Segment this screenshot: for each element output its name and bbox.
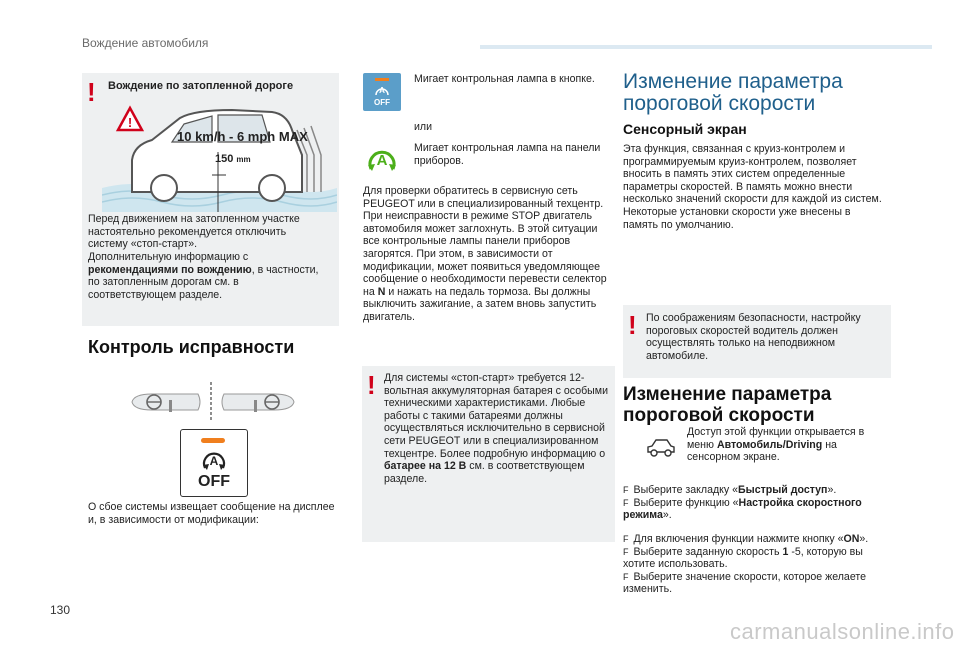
depth-value: 150 (215, 153, 234, 165)
exclamation-icon: ! (367, 370, 376, 400)
flood-box-paragraph-2 (88, 251, 328, 301)
button-off-label: OFF (198, 473, 230, 490)
step-2: F Выберите функцию «Настройка скоростного режима». (623, 496, 862, 522)
middle-p1-post: и нажать на педаль тормоза. Вы должны выключить зажигание, а затем вновь запустить двигатель. (363, 285, 597, 323)
depth-label (215, 153, 251, 165)
start-stop-off-button[interactable] (180, 429, 248, 497)
middle-paragraph (363, 185, 615, 324)
p2-post: , в частности, по затопленным дорогам см. в соответствующем разделе. (88, 263, 319, 301)
watermark: carmanualsonline.info (730, 619, 955, 644)
access-pre: Доступ этой функции открывается в меню (687, 426, 865, 451)
page-number: 130 (50, 603, 71, 617)
car-menu-icon (645, 437, 677, 459)
lamp-2-text: Мигает контрольная лампа на панели приборов. (414, 142, 601, 167)
box-bold: батарее на 12 В (384, 460, 467, 473)
middle-p1-bold: N (377, 285, 386, 298)
steps-group-2 (623, 533, 888, 596)
or-text: или (414, 121, 433, 133)
button-lamp-icon (363, 73, 401, 111)
step-4: F Выберите заданную скорость 1 -5, которую вы хотите использовать. (623, 545, 863, 571)
p2-bold: рекомендациями по вождению (88, 263, 252, 276)
box-pre: Для системы «стоп-старт» требуется 12-вольтная аккумуляторная батарея с особыми техническими характеристиками. Любые работы с такими батареями должны осуществляться исключительно в сервисной сети PEUGEOT или в специализированном техцентре. Более подробную информацию о (384, 372, 608, 460)
p2-pre: Дополнительную информацию с (88, 251, 249, 263)
flood-box-title: Вождение по затопленной дороге (108, 80, 294, 92)
control-caption: О сбое системы извещает сообщение на дисплее и, в зависимости от модификации: (88, 501, 335, 526)
svg-text:A: A (379, 86, 385, 95)
depth-unit: mm (236, 155, 251, 164)
safety-box-text: По соображениям безопасности, настройку пороговых скоростей водитель должен осуществлять только на неподвижном автомобиле. (646, 312, 861, 362)
speed-limit-caption: 10 km/h - 6 mph MAX (177, 129, 308, 144)
lamp-1-text: Мигает контрольная лампа в кнопке. (414, 73, 595, 85)
access-text (687, 426, 887, 464)
step-5: F Выберите значение скорости, которое желаете изменить. (623, 570, 866, 596)
battery-warning-box (362, 366, 615, 542)
flood-warning-box (82, 73, 339, 326)
battery-box-text (384, 372, 608, 485)
touchscreen-subtitle: Сенсорный экран (623, 121, 747, 137)
steps-group-1 (623, 484, 888, 522)
exclamation-icon: ! (628, 310, 637, 340)
access-post: на сенсорном экране. (687, 438, 837, 464)
right-title-1: Изменение параметра пороговой скорости (623, 70, 843, 115)
svg-text:A: A (376, 152, 388, 169)
box-post: см. в соответствующем разделе. (384, 460, 585, 485)
right-title-2: Изменение параметра пороговой скорости (623, 384, 832, 426)
dashboard-warning-lamp-icon (367, 143, 397, 173)
right-paragraph-1: Эта функция, связанная с круиз-контролем и программируемым круиз-контролем, позволяет вносить в память этих систем определенные параметры скоростей. В память можно внести несколько значений скорости для каждой из систем. Некоторые установки скорости уже внесены в память по умолчанию. (623, 143, 882, 231)
header-rule (480, 45, 932, 49)
step-3: F Для включения функции нажмите кнопку «ON». (623, 533, 869, 545)
section-title-control: Контроль исправности (88, 337, 295, 357)
button-letter: A (209, 454, 219, 468)
lamp-off-label: OFF (374, 98, 390, 107)
safety-warning-box (623, 305, 891, 378)
exclamation-icon: ! (87, 77, 96, 107)
svg-text:!: ! (127, 115, 133, 130)
auto-stop-small-icon (374, 83, 390, 97)
step-1: F Выберите закладку «Быстрый доступ». (623, 484, 837, 496)
auto-stop-icon (201, 449, 227, 471)
stalk-controls-icon (128, 382, 298, 422)
button-indicator-led (201, 438, 225, 443)
running-header: Вождение автомобиля (82, 36, 209, 50)
lamp-led-icon (375, 78, 389, 81)
access-bold: Автомобиль/Driving (716, 438, 823, 451)
flood-box-paragraph-1: Перед движением на затопленном участке настоятельно рекомендуется отключить систему «стоп-старт». (88, 213, 300, 251)
middle-p1-pre: Для проверки обратитесь в сервисную сеть PEUGEOT или в специализированный техцентр. При неисправности в режиме STOP двигатель автомобиля может заглохнуть. В этой ситуации все контрольные лампы панели приборов загорятся. При этом, в зависимости от модификации, может появиться уведомляющее сообщение о необходимости перевести селектор на (363, 185, 607, 298)
